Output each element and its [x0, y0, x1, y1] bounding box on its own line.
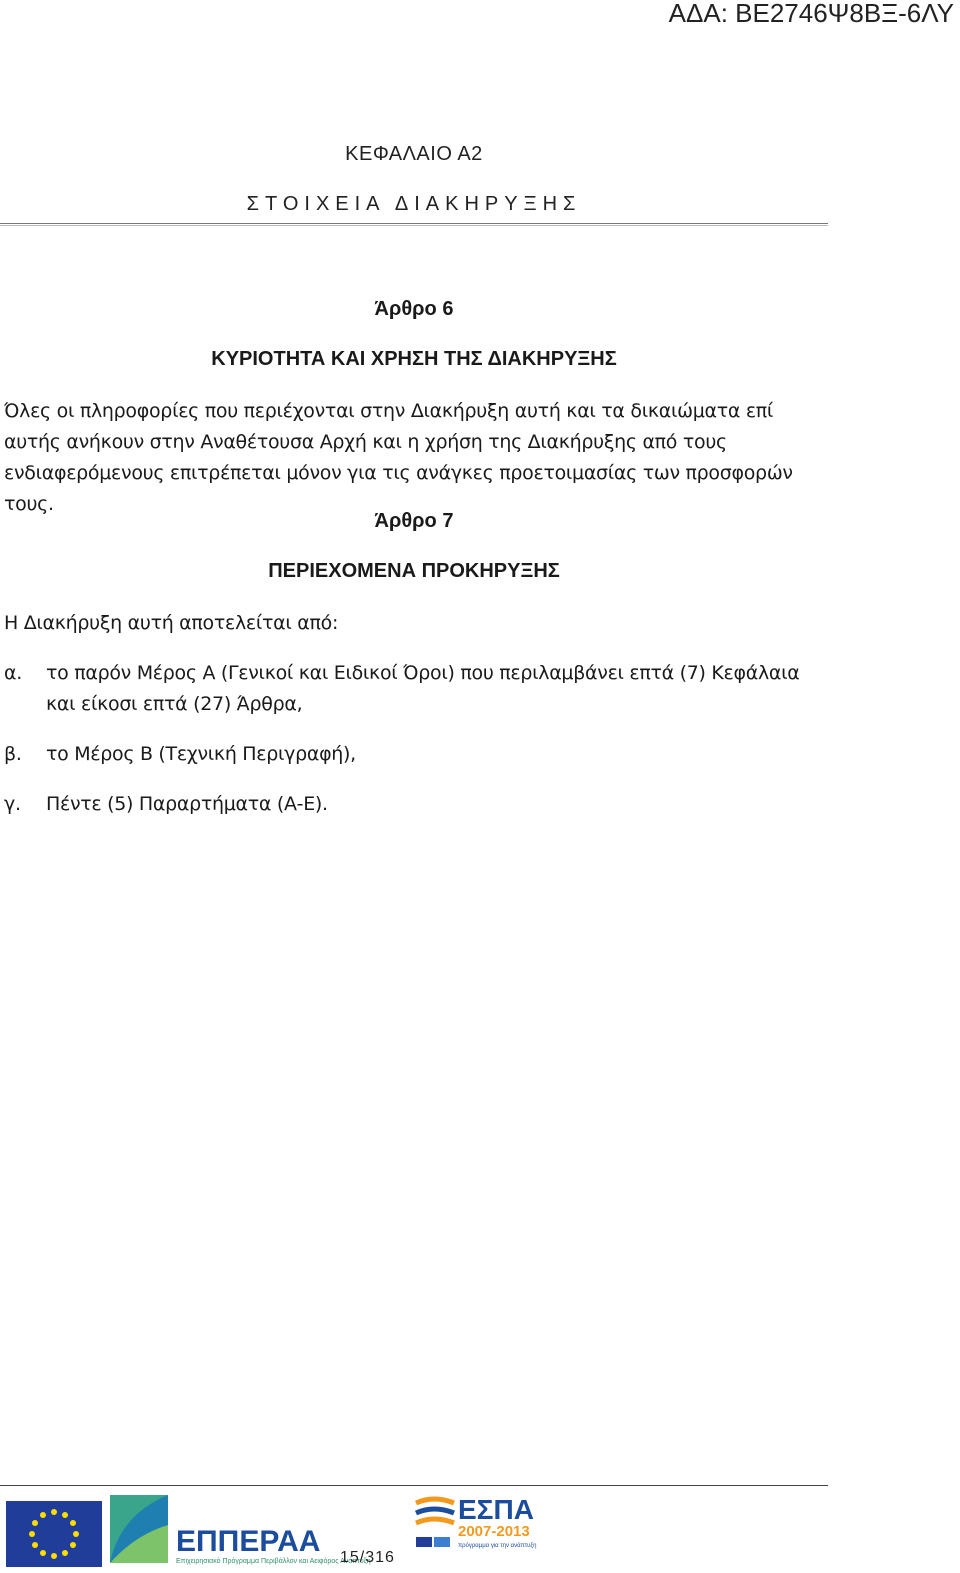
espa-tagline: πρόγραμμα για την ανάπτυξη	[458, 1543, 537, 1549]
list-marker: β.	[4, 743, 22, 765]
article-6-body: Όλες οι πληροφορίες που περιέχονται στην Διακήρυξη αυτή και τα δικαιώματα επί αυτής ανήκουν στην Αναθέτουσα Αρχή και η χρήση της Διακήρυξης από τους ενδιαφερόμενους επιτρέπεται μόνον για τις ανάγκες προετοιμασίας των προσφορών τους.	[4, 400, 793, 515]
article-6-number: Άρθρο 6	[374, 298, 454, 320]
article-7-heading: ΠΕΡΙΕΧΟΜΕΝΑ ΠΡΟΚΗΡΥΞΗΣ	[268, 560, 560, 582]
list-text: Πέντε (5) Παραρτήματα (Α-Ε).	[46, 793, 328, 815]
list-marker: γ.	[4, 793, 21, 815]
article-7-intro: Η Διακήρυξη αυτή αποτελείται από:	[4, 612, 339, 634]
greek-flag-icon	[434, 1537, 450, 1547]
list-text: το Μέρος Β (Τεχνική Περιγραφή),	[46, 743, 356, 765]
article-7-number: Άρθρο 7	[374, 510, 454, 532]
ada-code: ΑΔΑ: ΒΕ2746Ψ8ΒΞ-6ΛΥ	[668, 0, 954, 28]
list-text: το παρόν Μέρος Α (Γενικοί και Ειδικοί Όροι) που περιλαμβάνει επτά (7) Κεφάλαια και είκοσι επτά (27) Άρθρα,	[46, 662, 800, 715]
page-number: 15/316	[340, 1549, 395, 1566]
espa-waves-icon	[416, 1499, 454, 1523]
espa-wordmark: ΕΣΠΑ	[458, 1494, 534, 1525]
list-item	[4, 739, 828, 770]
header-divider	[0, 223, 828, 226]
espa-logo	[414, 1495, 546, 1551]
eu-mini-flag-icon	[416, 1537, 432, 1547]
footer-divider	[0, 1485, 828, 1486]
epperaa-wordmark: ΕΠΠΕΡΑΑ	[176, 1525, 321, 1558]
epperaa-tagline: Επιχειρησιακό Πρόγραμμα Περιβάλλον και Αειφόρος Ανάπτυξη	[176, 1558, 371, 1565]
list-item	[4, 789, 828, 820]
espa-years: 2007-2013	[458, 1523, 530, 1540]
article-6-heading: ΚΥΡΙΟΤΗΤΑ ΚΑΙ ΧΡΗΣΗ ΤΗΣ ΔΙΑΚΗΡΥΞΗΣ	[211, 348, 617, 370]
list-marker: α.	[4, 662, 22, 684]
list-item	[4, 658, 828, 720]
eu-flag-logo	[6, 1501, 102, 1567]
chapter-title: ΚΕΦΑΛΑΙΟ Α2	[345, 143, 483, 165]
chapter-subtitle: ΣΤΟΙΧΕΙΑ ΔΙΑΚΗΡΥΞΗΣ	[246, 193, 582, 215]
